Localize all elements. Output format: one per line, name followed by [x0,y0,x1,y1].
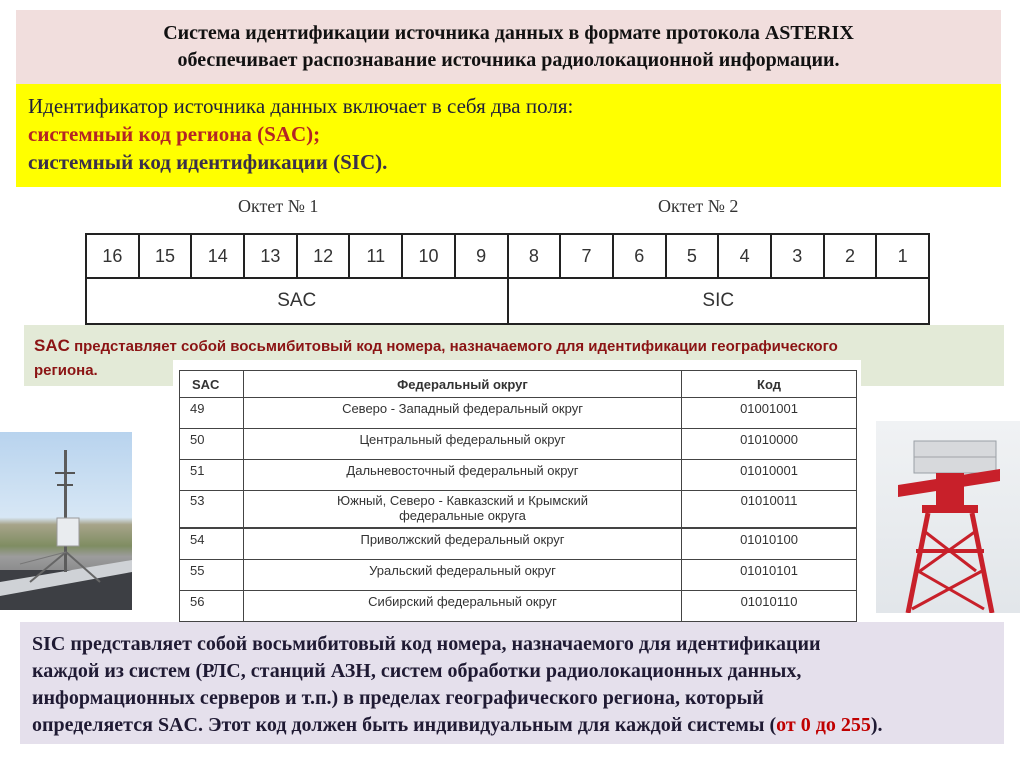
federal-table-part-2 [179,528,857,622]
federal-table-part-1 [179,370,857,528]
sac-lead: SAC [34,336,70,355]
table-row [180,591,857,622]
bit-cell: 10 [402,234,455,278]
slide-title [16,10,1001,84]
table-row [180,491,857,528]
bit-cell: 12 [297,234,350,278]
sac-cell: 51 [180,460,244,491]
sic-line-4 [32,712,1004,739]
district-cell: Уральский федеральный округ [244,560,682,591]
sac-cell: 50 [180,429,244,460]
header-district: Федеральный округ [244,371,682,398]
federal-districts-table [173,360,861,620]
table-row [180,560,857,591]
bit-cell: 11 [349,234,402,278]
code-cell: 01010001 [682,460,857,491]
bit-layout-table [85,233,930,325]
sac-cell: 54 [180,529,244,560]
bit-cell: 13 [244,234,297,278]
sac-cell: 53 [180,491,244,528]
octet-1-label: Октет № 1 [238,196,319,216]
title-line-1: Система идентификации источника данных в формате протокола ASTERIX [163,22,854,44]
radar-tower-photo [876,421,1020,613]
district-cell: Приволжский федеральный округ [244,529,682,560]
bit-cell: 2 [824,234,877,278]
bit-cell: 4 [718,234,771,278]
bit-cell: 7 [560,234,613,278]
bit-cell: 1 [876,234,929,278]
bit-cell: 5 [666,234,719,278]
radar-tower-illustration [876,421,1020,613]
bit-numbers-row [86,234,929,278]
sic-line-4-end: ). [870,714,883,736]
bit-cell: 9 [455,234,508,278]
sic-range: от 0 до 255 [776,714,871,736]
table-row [180,398,857,429]
identifier-intro: Идентификатор источника данных включает в себя два поля: [28,94,574,118]
identifier-box [16,84,1001,187]
antenna-mast-illustration [0,432,132,610]
table-row [180,429,857,460]
code-cell: 01010011 [682,491,857,528]
sac-cell: 55 [180,560,244,591]
table-header-row [180,371,857,398]
title-line-2: обеспечивает распознавание источника радиолокационной информации. [177,49,840,71]
district-cell: Северо - Западный федеральный округ [244,398,682,429]
bit-cell: 15 [139,234,192,278]
code-cell: 01010000 [682,429,857,460]
identifier-sic-line: системный код идентификации (SIC). [28,150,388,174]
sac-description-text: представляет собой восьмибитовый код номера, назначаемого для идентификации географического [69,338,838,355]
sic-description-box [20,622,1004,744]
district-line-1: Южный, Северо - Кавказский и Крымский [336,493,589,508]
bit-cell: 6 [613,234,666,278]
header-sac: SAC [180,371,244,398]
district-cell: Сибирский федеральный округ [244,591,682,622]
bit-cell: 8 [508,234,561,278]
bit-cell: 16 [86,234,139,278]
sac-description-text-2: региона. [34,362,98,379]
sac-cell: 49 [180,398,244,429]
sac-cell: 56 [180,591,244,622]
code-cell: 01010101 [682,560,857,591]
code-cell: 01010110 [682,591,857,622]
sic-line-3: информационных серверов и т.п.) в пределах географического региона, который [32,687,764,709]
sic-line-2: каждой из систем (РЛС, станций АЗН, систем обработки радиолокационных данных, [32,660,802,682]
sac-field-cell: SAC [86,278,508,324]
sic-field-cell: SIC [508,278,930,324]
header-code: Код [682,371,857,398]
table-row [180,460,857,491]
field-names-row [86,278,929,324]
bit-cell: 3 [771,234,824,278]
district-cell [244,491,682,528]
code-cell: 01010100 [682,529,857,560]
sic-line-4-start: определяется SAC. Этот код должен быть индивидуальным для каждой системы ( [32,714,777,736]
identifier-sac-line: системный код региона (SAC); [28,122,321,146]
octet-2-label: Октет № 2 [658,196,739,216]
table-row [180,529,857,560]
code-cell: 01001001 [682,398,857,429]
district-line-2: федеральные округа [399,508,526,523]
district-cell: Дальневосточный федеральный округ [244,460,682,491]
sic-line-1: SIC представляет собой восьмибитовый код номера, назначаемого для идентификации [32,633,821,655]
district-cell: Центральный федеральный округ [244,429,682,460]
bit-cell: 14 [191,234,244,278]
antenna-mast-photo [0,432,132,610]
